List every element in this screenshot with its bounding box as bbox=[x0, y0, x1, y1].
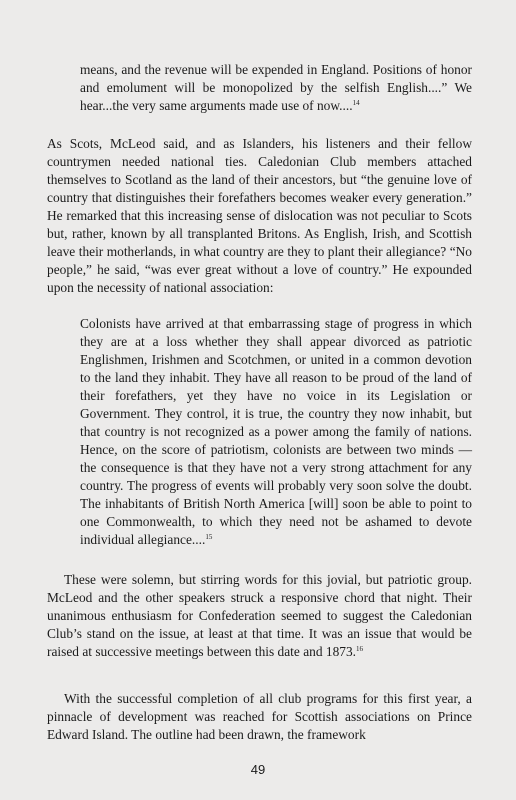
paragraph-3-text: With the successful completion of all club programs for this first year, a pinnacle of development was reached for Scottish associations on Prince Edward Island. The outline had been drawn, the framework bbox=[47, 691, 472, 742]
page-number: 49 bbox=[250, 762, 266, 777]
paragraph-2-text: These were solemn, but stirring words for this jovial, but patriotic group. McLeod and the other speakers struck a responsive chord that night. Their unanimous enthusiasm for Confederation seemed to suggest the Caledonian Club’s stand on the issue, at least at that time. It was an issue that would be raised at successive meetings between this date and 1873. bbox=[47, 572, 472, 659]
footnote-ref-15: 15 bbox=[205, 533, 213, 541]
paragraph-3 bbox=[47, 690, 472, 744]
block-quote-2 bbox=[80, 315, 472, 549]
footnote-ref-16: 16 bbox=[356, 645, 364, 653]
block-quote-1 bbox=[80, 61, 472, 115]
block-quote-1-text: means, and the revenue will be expended in England. Positions of honor and emolument will be monopolized by the selfish English....” We hear...the very same arguments made use of now.... bbox=[80, 62, 472, 113]
footnote-ref-14: 14 bbox=[352, 99, 360, 107]
block-quote-2-text: Colonists have arrived at that embarrassing stage of progress in which they are at a loss whether they shall appear divorced as patriotic Englishmen, Irishmen and Scotchmen, or united in a common devotion to the land they inhabit. They have all reason to be proud of the land of their forefathers, yet they have no voice in its Legislation or Government. They control, it is true, the country they now inhabit, but that country is not recognized as a power among the family of nations. Hence, on the score of patriotism, colonists are between two minds — the consequence is that they have not a very strong attachment for any country. The progress of events will probably very soon solve the doubt. The inhabitants of British North America [will] soon be able to point to one Commonwealth, to which they need not be ashamed to devote individual allegiance.... bbox=[80, 316, 472, 547]
paragraph-1-text: As Scots, McLeod said, and as Islanders, his listeners and their fellow countrymen needed national ties. Caledonian Club members attached themselves to Scotland as the land of their ancestors, but “the genuine love of country that distinguishes their forefathers becomes weaker every generation.” He remarked that this increasing sense of dislocation was not peculiar to Scots but, rather, known by all transplanted Britons. As English, Irish, and Scottish leave their motherlands, in what country are they to plant their allegiance? “No people,” he said, “was ever great without a love of country.” He expounded upon the necessity of national association: bbox=[47, 136, 472, 295]
paragraph-1 bbox=[47, 135, 472, 297]
paragraph-2 bbox=[47, 571, 472, 661]
